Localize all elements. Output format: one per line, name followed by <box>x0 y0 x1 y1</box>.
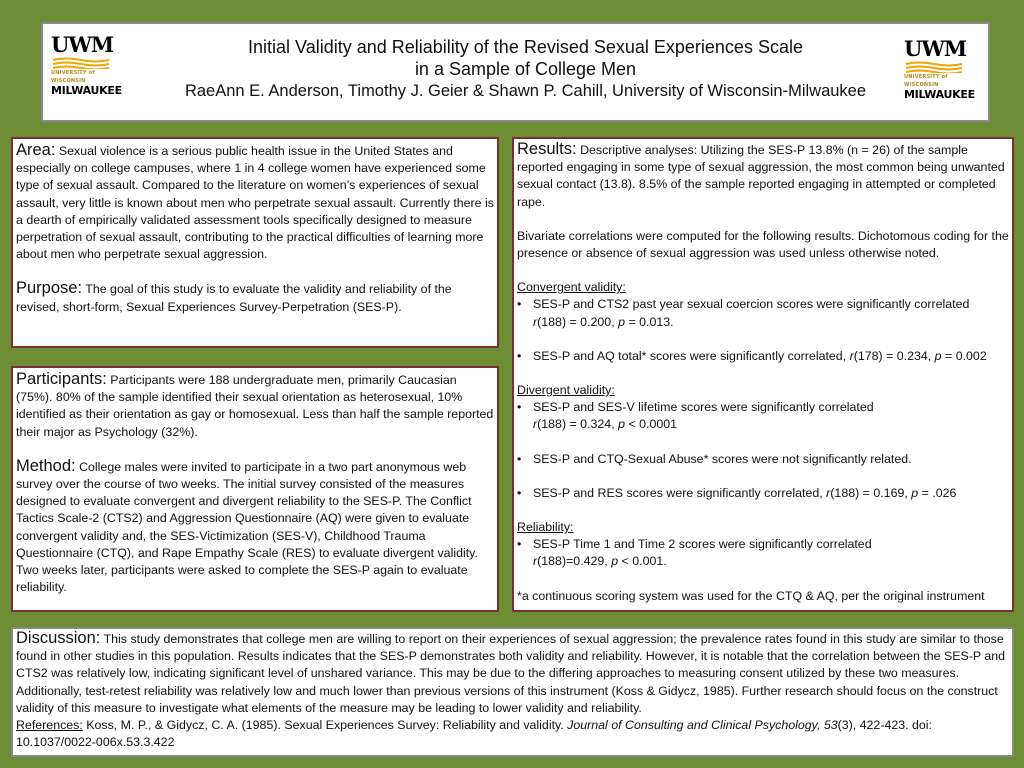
poster-authors: RaeAnn E. Anderson, Timothy J. Geier & Shawn P. Cahill, University of Wisconsin-Milwaukee <box>184 82 867 100</box>
reliability-item-1 <box>517 536 1009 570</box>
participants-heading: Participants: <box>16 370 107 388</box>
purpose-section <box>16 280 494 315</box>
participants-section <box>16 371 494 441</box>
participants-method-panel <box>11 366 499 612</box>
div1-mid: (188) = 0.324, <box>537 417 619 432</box>
div1-end: < 0.0001 <box>625 417 678 432</box>
area-body: Sexual violence is a serious public health issue in the United States and especially on college campuses, where 1 in 4 college women have experienced some type of sexual assault. Compared to the literature on women’s experiences of sexual assault, very little is known about men who perpetrate sexual assault. Currently there is a dearth of empirically validated assessment tools specifically designed to measure perpetration of sexual assault, contributing to the practical difficulties of learning more about men who perpetrate sexual aggression. <box>16 144 494 262</box>
title-block <box>163 36 888 102</box>
spacer <box>517 571 1009 588</box>
method-heading: Method: <box>16 456 76 475</box>
poster-title-line1: Initial Validity and Reliability of the Revised Sexual Experiences Scale <box>248 37 803 57</box>
references-section <box>16 717 1009 751</box>
participants-body: Participants were 188 undergraduate men, primarily Caucasian (75%). 80% of the sample identified their sexual orientation as heterosexual, 10% identified as their orientation as gay or homosexual. Less than half the sample reported their major as Psychology (32%). <box>16 373 494 439</box>
results-panel <box>512 137 1014 612</box>
discussion-panel <box>11 627 1014 757</box>
discussion-section <box>16 630 1009 717</box>
method-body: College males were invited to participate in a two part anonymous web survey over the course of two weeks. The initial survey consisted of the measures designed to evaluate convergent and divergent reliability to the SES-P. The Conflict Tactics Scale-2 (CTS2) and Aggression Questionnaire (AQ) were given to evaluate convergent validity and, the SES-Victimization (SES-V), Childhood Trauma Questionnaire (CTQ), and Rape Empathy Scale (RES) to evaluate divergent validity. Two weeks later, participants were asked to complete the SES-P again to evaluate reliability. <box>16 459 478 595</box>
conv2-text: SES-P and AQ total* scores were significantly correlated, <box>533 348 850 363</box>
div1-r: r <box>533 417 538 432</box>
logo-city: MILWAUKEE <box>904 88 975 101</box>
conv2-end: = 0.002 <box>941 348 987 363</box>
conv1-text: SES-P and CTS2 past year sexual coercion scores were significantly correlated <box>533 297 970 312</box>
div1-p: p <box>618 417 625 432</box>
uwm-logo-left <box>51 34 125 96</box>
area-heading: Area: <box>16 141 56 159</box>
conv1-r: r <box>533 314 538 329</box>
div3-r: r <box>826 485 831 500</box>
div1-text: SES-P and SES-V lifetime scores were significantly correlated <box>533 400 874 415</box>
rel1-end: < 0.001. <box>618 554 667 569</box>
div3-p: p <box>911 485 919 500</box>
conv1-end: = 0.013. <box>625 314 674 329</box>
reference-journal: Journal of Consulting and Clinical Psychology, 53 <box>567 718 838 733</box>
purpose-heading: Purpose: <box>16 279 83 298</box>
rel1-p: p <box>611 554 619 569</box>
logo-university: UNIVERSITY of WISCONSIN <box>904 74 948 88</box>
convergent-heading: Convergent validity: <box>517 280 626 295</box>
logo-wordmark: UWM <box>51 32 114 57</box>
method-section <box>16 458 494 597</box>
divergent-item-1 <box>517 399 1009 433</box>
results-descriptive <box>517 141 1009 211</box>
conv1-mid: (188) = 0.200, <box>537 314 619 329</box>
reference-end: (3), 422-423. doi: 10.1037/0022-006x.53.3.422 <box>16 718 932 750</box>
divergent-heading: Divergent validity: <box>517 383 615 398</box>
conv1-p: p <box>618 314 625 329</box>
logo-stripes-icon <box>51 57 111 69</box>
results-footnote: *a continuous scoring system was used for the CTQ & AQ, per the original instrument <box>517 588 985 603</box>
logo-city: MILWAUKEE <box>51 84 122 97</box>
spacer <box>517 502 1009 519</box>
poster-title-line2: in a Sample of College Men <box>414 59 637 79</box>
spacer <box>517 365 1009 382</box>
uwm-logo-right <box>904 38 978 100</box>
rel1-text: SES-P Time 1 and Time 2 scores were significantly correlated <box>533 537 872 552</box>
area-purpose-panel <box>11 137 499 348</box>
discussion-body: This study demonstrates that college men are willing to report on their experiences of sexual aggression; the prevalence rates found in this study are similar to those found in other studies in this population. Results indicates that the SES-P demonstrates both validity and reliability. However, it is notable that the correlation between the SES-P and CTS2 was relatively low, indicating significant level of unshared variance. This may be due to the differing approaches to measuring consent utilized by these two measures. Additionally, test-retest reliability was relatively low and much lower than previous versions of this instrument (Koss & Gidycz, 1985). Further research should focus on the construct validity of this measure to investigate what elements of the measure may be leading to lower validity and reliability. <box>16 632 1006 715</box>
logo-stripes-icon <box>904 61 964 73</box>
rel1-mid: (188)=0.429, <box>537 554 612 569</box>
conv2-p: p <box>934 348 942 363</box>
conv2-mid: (178) = 0.234, <box>853 348 935 363</box>
div3-end: = .026 <box>918 485 957 500</box>
divergent-item-2: • SES-P and CTQ-Sexual Abuse* scores were not significantly related. <box>517 451 1009 468</box>
div3-text: SES-P and RES scores were significantly correlated, <box>533 485 827 500</box>
discussion-heading: Discussion: <box>16 629 101 647</box>
poster-header <box>41 22 990 122</box>
logo-university: UNIVERSITY of WISCONSIN <box>51 70 95 84</box>
spacer <box>517 434 1009 451</box>
results-heading: Results: <box>517 140 577 158</box>
convergent-item-1 <box>517 296 1009 330</box>
references-label: References: <box>16 718 83 733</box>
bivariate-text: Bivariate correlations were computed for the following results. Dichotomous coding for the presence or absence of sexual aggression was used unless otherwise noted. <box>517 228 1009 261</box>
conv2-r: r <box>849 348 854 363</box>
divergent-item-3 <box>517 485 1009 502</box>
area-section <box>16 142 494 263</box>
reference-start: Koss, M. P., & Gidycz, C. A. (1985). Sexual Experiences Survey: Reliability and validity. <box>82 718 568 733</box>
spacer <box>517 468 1009 485</box>
spacer <box>517 331 1009 348</box>
logo-wordmark: UWM <box>904 36 967 61</box>
div3-mid: (188) = 0.169, <box>830 485 912 500</box>
purpose-body: The goal of this study is to evaluate the validity and reliability of the revised, short-form, Sexual Experiences Survey-Perpetration (SES-P). <box>16 282 452 314</box>
descriptive-text: Descriptive analyses: Utilizing the SES-P 13.8% (n = 26) of the sample reported engaging in some type of sexual aggression, the most common being unwanted sexual contact (13.8). 8.5% of the sample reported engaging in attempted or completed rape. <box>517 143 1005 209</box>
reliability-heading: Reliability: <box>517 520 574 535</box>
convergent-item-2 <box>517 348 1009 365</box>
rel1-r: r <box>533 554 538 569</box>
